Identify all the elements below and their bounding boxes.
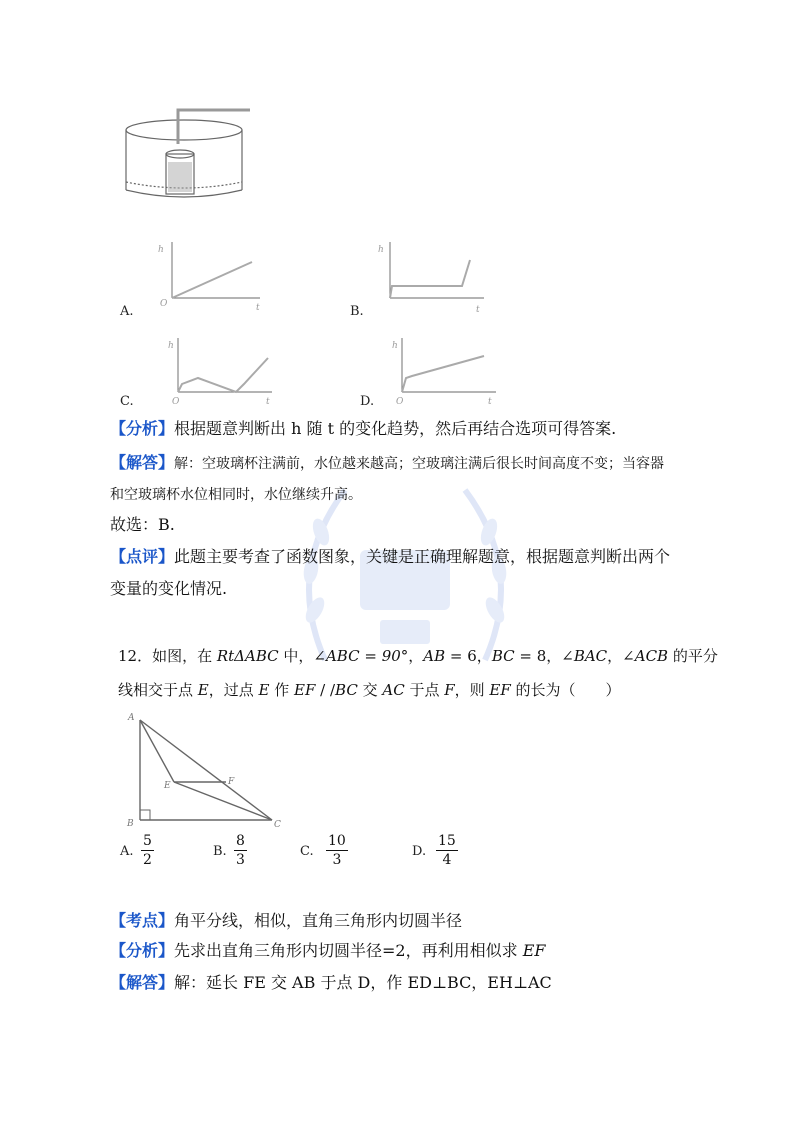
vertex-b-label: B xyxy=(127,819,134,828)
comment-tag: 【点评】 xyxy=(110,547,175,566)
q12-option-c-label[interactable]: C. xyxy=(300,844,314,859)
q-math: F xyxy=(444,681,455,699)
comment-text-1: 此题主要考查了函数图象，关键是正确理解题意，根据题意判断出两个 xyxy=(174,547,671,566)
point-e-label: E xyxy=(164,781,171,791)
axis-h-label: h xyxy=(168,341,174,351)
q-text: / / xyxy=(315,681,336,699)
vertex-c-label: C xyxy=(274,820,281,828)
q12-option-d-fraction[interactable] xyxy=(436,832,458,869)
kaodian-line xyxy=(110,910,462,932)
comment-line-2: 变量的变化情况. xyxy=(110,579,228,598)
q-text: ，则 xyxy=(454,681,490,699)
axis-origin-label: O xyxy=(160,299,168,309)
q12-option-b-fraction[interactable] xyxy=(234,832,247,869)
analysis-2-text: 先求出直角三角形内切圆半径=2，再利用相似求 xyxy=(174,941,523,960)
axis-h-label: h xyxy=(392,341,398,351)
numerator: 15 xyxy=(438,833,456,849)
comment-line-1 xyxy=(110,546,670,568)
axis-h-label: h xyxy=(378,245,384,255)
denominator: 2 xyxy=(143,852,152,868)
solution-2-text: 解：延长 FE 交 AB 于点 D，作 ED⊥BC，EH⊥AC xyxy=(174,973,552,992)
numerator: 5 xyxy=(143,833,152,849)
graph-c[interactable] xyxy=(164,334,274,410)
option-b-label[interactable]: B. xyxy=(350,304,364,319)
q12-option-a-label[interactable]: A. xyxy=(120,844,134,859)
q12-option-d-label[interactable]: D. xyxy=(412,844,427,859)
analysis-tag: 【分析】 xyxy=(110,419,175,438)
kaodian-text: 角平分线，相似，直角三角形内切圆半径 xyxy=(174,911,463,930)
q-math: ∠ACB xyxy=(622,647,669,665)
denominator: 3 xyxy=(236,852,245,868)
q-text: = 8， xyxy=(514,647,562,665)
option-a-label[interactable]: A. xyxy=(120,304,134,319)
q-math: AB xyxy=(423,647,446,665)
numerator: 10 xyxy=(328,833,346,849)
kaodian-tag: 【考点】 xyxy=(110,911,175,930)
q-text: 交 xyxy=(357,681,383,699)
q-text: 12．如图，在 xyxy=(118,647,217,665)
axis-origin-label: O xyxy=(172,397,180,407)
question-12-line-2 xyxy=(118,680,621,700)
axis-t-label: t xyxy=(476,305,480,315)
denominator: 4 xyxy=(442,852,452,868)
option-d-label[interactable]: D. xyxy=(360,394,375,409)
analysis-2-math: EF xyxy=(522,941,546,960)
analysis-text: 根据题意判断出 h 随 t 的变化趋势，然后再结合选项可得答案. xyxy=(174,419,617,438)
q-text: 作 xyxy=(269,681,295,699)
q-math: EF xyxy=(489,681,511,699)
triangle-figure xyxy=(122,708,292,828)
q-math: EF xyxy=(294,681,316,699)
solution-1-line-1 xyxy=(110,452,664,475)
axis-t-label: t xyxy=(488,397,492,407)
q12-option-b-label[interactable]: B. xyxy=(213,844,227,859)
axis-h-label: h xyxy=(158,245,164,255)
solution-2-line xyxy=(110,972,552,994)
q-text: = 6， xyxy=(445,647,492,665)
axis-t-label: t xyxy=(256,303,260,313)
q12-option-a-fraction[interactable] xyxy=(141,832,154,869)
q-text: ， xyxy=(408,647,424,665)
container-apparatus-figure xyxy=(118,104,278,204)
q-text: ， xyxy=(607,647,623,665)
q-math: ∠BAC xyxy=(561,647,608,665)
q-math: RtΔABC xyxy=(216,647,279,665)
question-12-line-1 xyxy=(118,646,718,666)
axis-t-label: t xyxy=(266,397,270,407)
q-math: E xyxy=(258,681,270,699)
choice-line: 故选：B. xyxy=(110,515,175,534)
axis-origin-label: O xyxy=(396,397,404,407)
q-math: E xyxy=(197,681,209,699)
q-math: BC xyxy=(491,647,515,665)
q-math: BC xyxy=(335,681,358,699)
graph-b[interactable] xyxy=(376,240,486,320)
graph-a[interactable] xyxy=(152,240,262,320)
q-text: 的平分 xyxy=(668,647,718,665)
analysis-1 xyxy=(110,418,616,440)
option-c-label[interactable]: C. xyxy=(120,394,134,409)
q-text: 中， xyxy=(278,647,314,665)
solution-text-1: 解：空玻璃杯注满前，水位越来越高；空玻璃注满后很长时间高度不变；当容器 xyxy=(174,456,665,472)
numerator: 8 xyxy=(236,833,245,849)
point-f-label: F xyxy=(228,777,235,787)
vertex-a-label: A xyxy=(128,713,135,723)
solution-1-line-2: 和空玻璃杯水位相同时，水位继续升高。 xyxy=(110,487,362,503)
analysis-2-tag: 【分析】 xyxy=(110,941,175,960)
denominator: 3 xyxy=(332,852,342,868)
solution-2-tag: 【解答】 xyxy=(110,973,175,992)
analysis-2-line xyxy=(110,940,545,962)
q-math: AC xyxy=(382,681,405,699)
q-text: ，过点 xyxy=(208,681,259,699)
q-text: 线相交于点 xyxy=(118,681,198,699)
q12-option-c-fraction[interactable] xyxy=(326,832,348,869)
solution-tag: 【解答】 xyxy=(110,453,175,472)
graph-d[interactable] xyxy=(388,334,498,410)
q-math: ∠ABC = 90° xyxy=(313,647,409,665)
q-text: 于点 xyxy=(404,681,445,699)
q-text: 的长为（ ） xyxy=(510,681,621,699)
